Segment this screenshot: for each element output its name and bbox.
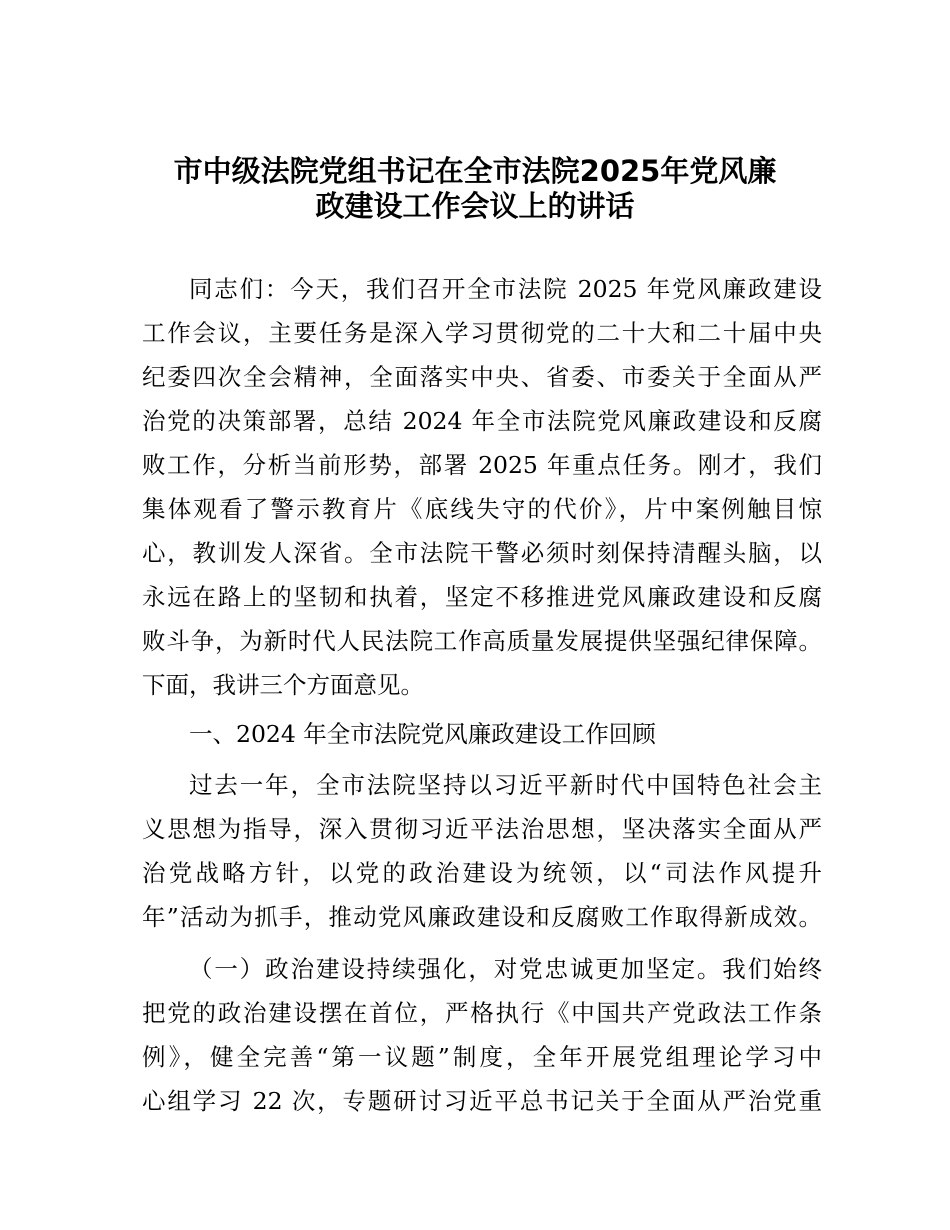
paragraph-line: 治党战略方针，以党的政治建设为统领，以“司法作风提升 bbox=[142, 859, 822, 887]
subsection-line: （一）政治建设持续强化，对党忠诚更加坚定。我们始终 bbox=[189, 955, 822, 983]
paragraph-line: 把党的政治建设摆在首位，严格执行《中国共产党政法工作条 bbox=[142, 999, 822, 1027]
paragraph-line: 心，教训发人深省。全市法院干警必须时刻保持清醒头脑，以 bbox=[142, 539, 822, 567]
paragraph-line: 集体观看了警示教育片《底线失守的代价》，片中案例触目惊 bbox=[142, 495, 822, 523]
paragraph-line: 过去一年，全市法院坚持以习近平新时代中国特色社会主 bbox=[189, 771, 822, 799]
paragraph-line: 同志们：今天，我们召开全市法院 2025 年党风廉政建设 bbox=[189, 275, 822, 303]
paragraph-line: 义思想为指导，深入贯彻习近平法治思想，坚决落实全面从严 bbox=[142, 815, 822, 843]
document-title-line-1: 市中级法院党组书记在全市法院2025年党风廉 bbox=[173, 154, 777, 188]
paragraph-line: 败工作，分析当前形势，部署 2025 年重点任务。刚才，我们 bbox=[142, 451, 822, 479]
paragraph-line: 纪委四次全会精神，全面落实中央、省委、市委关于全面从严 bbox=[142, 363, 822, 391]
paragraph-line: 败斗争，为新时代人民法院工作高质量发展提供坚强纪律保障。 bbox=[142, 627, 822, 655]
paragraph-line: 年”活动为抓手，推动党风廉政建设和反腐败工作取得新成效。 bbox=[142, 903, 822, 931]
document-title-line-2: 政建设工作会议上的讲话 bbox=[315, 189, 635, 223]
paragraph-line: 工作会议，主要任务是深入学习贯彻党的二十大和二十届中央 bbox=[142, 319, 822, 347]
paragraph-line: 永远在路上的坚韧和执着，坚定不移推进党风廉政建设和反腐 bbox=[142, 583, 822, 611]
paragraph-line: 治党的决策部署，总结 2024 年全市法院党风廉政建设和反腐 bbox=[142, 407, 822, 435]
paragraph-line: 心组学习 22 次，专题研讨习近平总书记关于全面从严治党重 bbox=[142, 1087, 822, 1115]
paragraph-line: 例》，健全完善“第一议题”制度，全年开展党组理论学习中 bbox=[142, 1043, 822, 1071]
section-heading: 一、2024 年全市法院党风廉政建设工作回顾 bbox=[189, 720, 656, 748]
paragraph-line: 下面，我讲三个方面意见。 bbox=[142, 671, 424, 699]
